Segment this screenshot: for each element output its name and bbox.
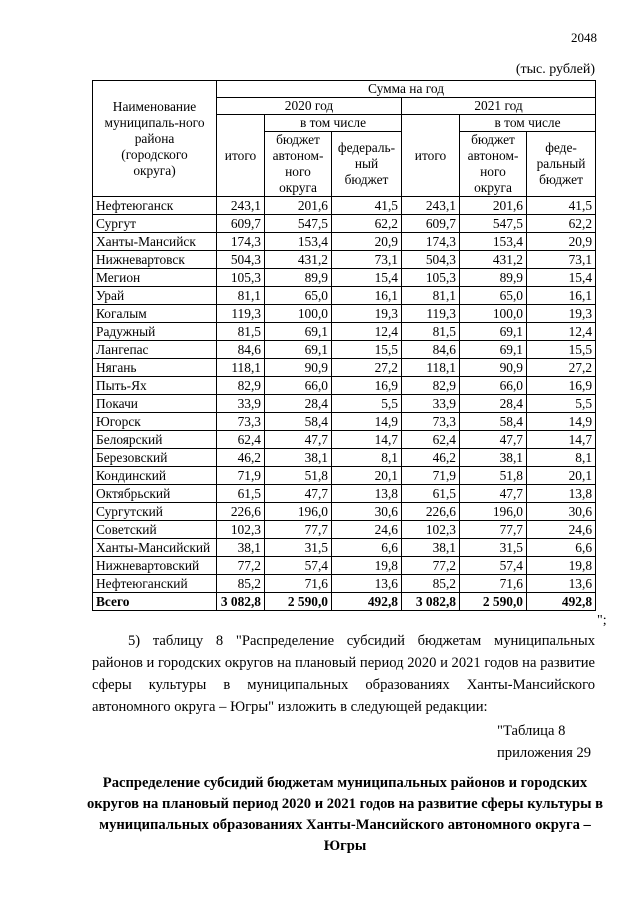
value-cell: 66,0	[460, 377, 527, 395]
value-cell: 16,1	[332, 287, 402, 305]
section-heading: Распределение субсидий бюджетам муниципальных районов и городских округов на плановый период 2020 и 2021 годов на развитие сферы культуры в муниципальных образованиях Ханты-Мансийского автономного округа – Югры	[86, 775, 604, 854]
value-cell: 102,3	[402, 521, 460, 539]
table-row	[93, 197, 596, 215]
value-cell: 77,7	[265, 521, 332, 539]
table-row	[93, 557, 596, 575]
value-cell: 100,0	[460, 305, 527, 323]
value-cell: 28,4	[460, 395, 527, 413]
header-sum: Сумма на год	[217, 81, 596, 98]
header-year-2020: 2020 год	[217, 98, 402, 115]
header-including-2021: в том числе	[460, 115, 596, 132]
municipality-name: Ханты-Мансийск	[93, 233, 217, 251]
header-including-2020: в том числе	[265, 115, 402, 132]
value-cell: 84,6	[217, 341, 265, 359]
value-cell: 8,1	[527, 449, 596, 467]
value-cell: 492,8	[332, 593, 402, 611]
value-cell: 33,9	[217, 395, 265, 413]
value-cell: 15,4	[332, 269, 402, 287]
total-row	[93, 593, 596, 611]
value-cell: 77,2	[217, 557, 265, 575]
value-cell: 41,5	[332, 197, 402, 215]
value-cell: 504,3	[402, 251, 460, 269]
value-cell: 73,3	[217, 413, 265, 431]
municipality-name: Нягань	[93, 359, 217, 377]
municipality-name: Березовский	[93, 449, 217, 467]
value-cell: 16,1	[527, 287, 596, 305]
page-number: 2048	[571, 30, 597, 45]
municipality-name: Югорск	[93, 413, 217, 431]
value-cell: 14,9	[332, 413, 402, 431]
value-cell: 89,9	[265, 269, 332, 287]
value-cell: 609,7	[217, 215, 265, 233]
value-cell: 85,2	[217, 575, 265, 593]
municipality-name: Когалым	[93, 305, 217, 323]
value-cell: 15,5	[332, 341, 402, 359]
value-cell: 14,7	[527, 431, 596, 449]
municipality-name: Всего	[93, 593, 217, 611]
header-name: Наименование муниципаль-ного района (городского округа)	[93, 81, 217, 197]
value-cell: 62,2	[332, 215, 402, 233]
value-cell: 504,3	[217, 251, 265, 269]
value-cell: 46,2	[217, 449, 265, 467]
value-cell: 105,3	[402, 269, 460, 287]
value-cell: 6,6	[527, 539, 596, 557]
header-district-budget-2020: бюджет автоном-ного округа	[265, 132, 332, 197]
value-cell: 65,0	[265, 287, 332, 305]
table-reference-line2: приложения 29	[497, 745, 592, 761]
municipality-name: Мегион	[93, 269, 217, 287]
value-cell: 431,2	[265, 251, 332, 269]
value-cell: 243,1	[402, 197, 460, 215]
value-cell: 15,5	[527, 341, 596, 359]
table-row	[93, 341, 596, 359]
value-cell: 69,1	[265, 323, 332, 341]
value-cell: 19,3	[332, 305, 402, 323]
table-row	[93, 413, 596, 431]
value-cell: 57,4	[265, 557, 332, 575]
value-cell: 13,6	[332, 575, 402, 593]
value-cell: 62,4	[217, 431, 265, 449]
table-row	[93, 539, 596, 557]
municipality-name: Октябрьский	[93, 485, 217, 503]
value-cell: 47,7	[265, 485, 332, 503]
value-cell: 12,4	[527, 323, 596, 341]
table-row	[93, 215, 596, 233]
value-cell: 5,5	[527, 395, 596, 413]
value-cell: 14,7	[332, 431, 402, 449]
value-cell: 20,9	[527, 233, 596, 251]
amendment-paragraph: 5) таблицу 8 "Распределение субсидий бюджетам муниципальных районов и городских округов на плановый период 2020 и 2021 годов на развитие сферы культуры в муниципальных образованиях Ханты-Мансийского автономного округа – Югры" изложить в следующей редакции:	[92, 633, 595, 715]
value-cell: 46,2	[402, 449, 460, 467]
municipality-name: Покачи	[93, 395, 217, 413]
value-cell: 24,6	[332, 521, 402, 539]
header-year-2021: 2021 год	[402, 98, 596, 115]
value-cell: 20,1	[332, 467, 402, 485]
value-cell: 153,4	[460, 233, 527, 251]
value-cell: 71,9	[402, 467, 460, 485]
value-cell: 66,0	[265, 377, 332, 395]
table-reference	[497, 720, 591, 764]
value-cell: 2 590,0	[460, 593, 527, 611]
value-cell: 19,3	[527, 305, 596, 323]
value-cell: 226,6	[402, 503, 460, 521]
value-cell: 38,1	[217, 539, 265, 557]
value-cell: 27,2	[332, 359, 402, 377]
municipality-name: Ханты-Мансийский	[93, 539, 217, 557]
municipality-name: Пыть-Ях	[93, 377, 217, 395]
value-cell: 47,7	[460, 485, 527, 503]
value-cell: 5,5	[332, 395, 402, 413]
value-cell: 38,1	[402, 539, 460, 557]
value-cell: 547,5	[460, 215, 527, 233]
header-federal-budget-2021: феде-ральный бюджет	[527, 132, 596, 197]
value-cell: 196,0	[265, 503, 332, 521]
value-cell: 69,1	[265, 341, 332, 359]
value-cell: 47,7	[265, 431, 332, 449]
value-cell: 31,5	[460, 539, 527, 557]
value-cell: 89,9	[460, 269, 527, 287]
municipality-name: Сургут	[93, 215, 217, 233]
table-row	[93, 503, 596, 521]
municipality-name: Лангепас	[93, 341, 217, 359]
value-cell: 100,0	[265, 305, 332, 323]
value-cell: 30,6	[527, 503, 596, 521]
value-cell: 58,4	[265, 413, 332, 431]
value-cell: 81,5	[217, 323, 265, 341]
value-cell: 201,6	[460, 197, 527, 215]
value-cell: 174,3	[402, 233, 460, 251]
value-cell: 24,6	[527, 521, 596, 539]
table-row	[93, 377, 596, 395]
table-body	[93, 197, 596, 611]
header-total-2020: итого	[217, 115, 265, 197]
table-row	[93, 233, 596, 251]
value-cell: 38,1	[265, 449, 332, 467]
value-cell: 71,6	[265, 575, 332, 593]
value-cell: 609,7	[402, 215, 460, 233]
table-row	[93, 449, 596, 467]
table-row	[93, 359, 596, 377]
municipality-name: Кондинский	[93, 467, 217, 485]
municipality-name: Нижневартовский	[93, 557, 217, 575]
municipality-name: Сургутский	[93, 503, 217, 521]
value-cell: 62,2	[527, 215, 596, 233]
header-district-budget-2021: бюджет автоном-ного округа	[460, 132, 527, 197]
value-cell: 41,5	[527, 197, 596, 215]
value-cell: 90,9	[265, 359, 332, 377]
value-cell: 28,4	[265, 395, 332, 413]
value-cell: 15,4	[527, 269, 596, 287]
municipality-name: Белоярский	[93, 431, 217, 449]
value-cell: 13,6	[527, 575, 596, 593]
table-row	[93, 287, 596, 305]
value-cell: 105,3	[217, 269, 265, 287]
municipality-name: Советский	[93, 521, 217, 539]
value-cell: 81,5	[402, 323, 460, 341]
value-cell: 13,8	[332, 485, 402, 503]
table-row	[93, 269, 596, 287]
value-cell: 33,9	[402, 395, 460, 413]
value-cell: 19,8	[527, 557, 596, 575]
table-row	[93, 305, 596, 323]
value-cell: 73,1	[527, 251, 596, 269]
municipality-name: Нефтеюганский	[93, 575, 217, 593]
table-row	[93, 395, 596, 413]
municipality-name: Урай	[93, 287, 217, 305]
value-cell: 65,0	[460, 287, 527, 305]
value-cell: 119,3	[217, 305, 265, 323]
municipality-name: Нижневартовск	[93, 251, 217, 269]
value-cell: 196,0	[460, 503, 527, 521]
value-cell: 73,1	[332, 251, 402, 269]
value-cell: 174,3	[217, 233, 265, 251]
value-cell: 69,1	[460, 323, 527, 341]
value-cell: 77,2	[402, 557, 460, 575]
value-cell: 61,5	[402, 485, 460, 503]
units-label: (тыс. рублей)	[515, 62, 595, 77]
value-cell: 71,6	[460, 575, 527, 593]
value-cell: 13,8	[527, 485, 596, 503]
value-cell: 47,7	[460, 431, 527, 449]
table-row	[93, 575, 596, 593]
value-cell: 16,9	[527, 377, 596, 395]
value-cell: 85,2	[402, 575, 460, 593]
value-cell: 118,1	[402, 359, 460, 377]
municipality-name: Нефтеюганск	[93, 197, 217, 215]
table-reference-line1: "Таблица 8	[497, 723, 566, 739]
value-cell: 62,4	[402, 431, 460, 449]
value-cell: 82,9	[217, 377, 265, 395]
value-cell: 12,4	[332, 323, 402, 341]
value-cell: 201,6	[265, 197, 332, 215]
value-cell: 90,9	[460, 359, 527, 377]
value-cell: 81,1	[402, 287, 460, 305]
value-cell: 102,3	[217, 521, 265, 539]
value-cell: 243,1	[217, 197, 265, 215]
value-cell: 492,8	[527, 593, 596, 611]
value-cell: 81,1	[217, 287, 265, 305]
value-cell: 3 082,8	[402, 593, 460, 611]
value-cell: 118,1	[217, 359, 265, 377]
header-total-2021: итого	[402, 115, 460, 197]
value-cell: 20,9	[332, 233, 402, 251]
value-cell: 119,3	[402, 305, 460, 323]
table-row	[93, 521, 596, 539]
table-row	[93, 323, 596, 341]
value-cell: 431,2	[460, 251, 527, 269]
value-cell: 547,5	[265, 215, 332, 233]
value-cell: 84,6	[402, 341, 460, 359]
value-cell: 14,9	[527, 413, 596, 431]
table-row	[93, 485, 596, 503]
value-cell: 61,5	[217, 485, 265, 503]
value-cell: 73,3	[402, 413, 460, 431]
value-cell: 30,6	[332, 503, 402, 521]
value-cell: 51,8	[265, 467, 332, 485]
value-cell: 58,4	[460, 413, 527, 431]
value-cell: 51,8	[460, 467, 527, 485]
value-cell: 2 590,0	[265, 593, 332, 611]
value-cell: 38,1	[460, 449, 527, 467]
value-cell: 69,1	[460, 341, 527, 359]
value-cell: 226,6	[217, 503, 265, 521]
value-cell: 82,9	[402, 377, 460, 395]
table-row	[93, 467, 596, 485]
value-cell: 20,1	[527, 467, 596, 485]
table-row	[93, 251, 596, 269]
subsidies-table	[92, 80, 596, 611]
value-cell: 31,5	[265, 539, 332, 557]
value-cell: 6,6	[332, 539, 402, 557]
municipality-name: Радужный	[93, 323, 217, 341]
header-federal-budget-2020: федераль-ный бюджет	[332, 132, 402, 197]
value-cell: 3 082,8	[217, 593, 265, 611]
value-cell: 8,1	[332, 449, 402, 467]
value-cell: 19,8	[332, 557, 402, 575]
table-row	[93, 431, 596, 449]
table-tail-quote: ";	[597, 613, 607, 628]
value-cell: 27,2	[527, 359, 596, 377]
value-cell: 153,4	[265, 233, 332, 251]
value-cell: 71,9	[217, 467, 265, 485]
value-cell: 77,7	[460, 521, 527, 539]
value-cell: 57,4	[460, 557, 527, 575]
value-cell: 16,9	[332, 377, 402, 395]
